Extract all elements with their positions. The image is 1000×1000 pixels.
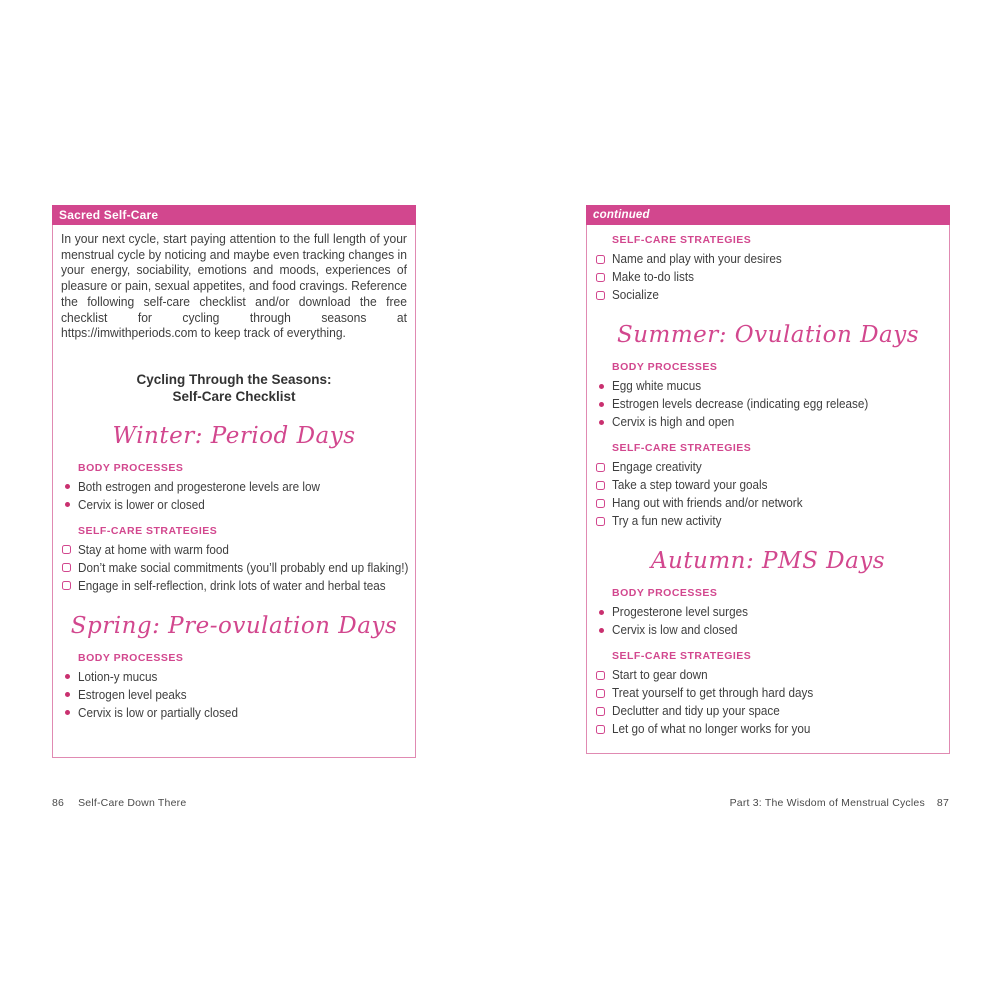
body-process-item [62,496,415,514]
running-head-left: Self-Care Down There [78,797,187,809]
self-care-item [62,559,415,577]
checkbox-icon [62,563,71,572]
body-process-item [596,395,949,413]
body-process-item [596,603,949,621]
checkbox-icon [62,581,71,590]
page-number-right: 87 [936,797,949,809]
checkbox-icon [596,481,605,490]
item-text: Egg white mucus [612,378,702,393]
item-text: Try a fun new activity [612,513,722,528]
checkbox-icon [596,517,605,526]
group-label-self-care-strategies: SELF-CARE STRATEGIES [612,442,752,454]
self-care-item [596,458,949,476]
intro-paragraph: In your next cycle, start paying attention to the full length of your menstrual cycle by noticing and maybe even tracking changes in your energy, sociability, emotions and moods, experiences of pleasure or pain, sexual appetites, and food cravings. Reference the following self-care checklist and/or download the free checklist for cycling through seasons at https://imwithperiods.com to keep track of everything. [61,231,407,341]
self-care-item [596,720,949,738]
left-page-footer [52,797,186,809]
self-care-item [596,666,949,684]
bullet-icon [599,610,604,615]
checkbox-icon [596,463,605,472]
item-text: Don’t make social commitments (you’ll probably end up flaking!) [78,559,409,575]
item-text: Declutter and tidy up your space [612,703,780,718]
item-text: Both estrogen and progesterone levels are low [78,478,320,494]
item-text: Engage in self-reflection, drink lots of water and herbal teas [78,577,386,593]
item-text: Cervix is high and open [612,414,735,429]
checklist-title-line2: Self-Care Checklist [172,388,296,404]
item-text: Lotion-y mucus [78,668,158,684]
checkbox-icon [596,499,605,508]
page-number-left: 86 [52,797,65,809]
group-label-body-processes: BODY PROCESSES [612,361,718,373]
bullet-icon [65,484,70,489]
left-page [52,205,416,758]
group-label-self-care-strategies: SELF-CARE STRATEGIES [612,650,752,662]
season-heading-autumn: Autumn: PMS Days [650,548,886,574]
item-text: Progesterone level surges [612,604,748,619]
self-care-item [62,577,415,595]
self-care-item [596,250,949,268]
self-care-item [596,476,949,494]
checkbox-icon [596,707,605,716]
bullet-icon [65,502,70,507]
self-care-item [596,494,949,512]
bullet-icon [65,674,70,679]
running-head-right: Part 3: The Wisdom of Menstrual Cycles [729,797,925,809]
checkbox-icon [62,545,71,554]
body-process-item [62,478,415,496]
left-page-header-bar [52,205,416,225]
checkbox-icon [596,725,605,734]
bullet-icon [65,710,70,715]
self-care-item [596,702,949,720]
self-care-item [596,684,949,702]
self-care-item [62,541,415,559]
body-process-item [62,704,415,722]
item-text: Hang out with friends and/or network [612,495,803,510]
item-text: Cervix is low or partially closed [78,704,238,720]
checkbox-icon [596,255,605,264]
item-text: Start to gear down [612,667,708,682]
body-process-item [596,413,949,431]
item-text: Socialize [612,287,659,302]
season-heading-winter: Winter: Period Days [112,422,356,449]
body-process-item [62,668,415,686]
item-text: Cervix is lower or closed [78,496,205,512]
group-label-body-processes: BODY PROCESSES [612,587,718,599]
right-page-header-label: continued [593,209,650,221]
group-label-body-processes: BODY PROCESSES [78,651,184,664]
bullet-icon [599,628,604,633]
body-process-item [596,377,949,395]
right-page [586,205,950,754]
item-text: Take a step toward your goals [612,477,768,492]
self-care-item [596,286,949,304]
season-heading-spring: Spring: Pre-ovulation Days [70,612,398,639]
right-page-footer [730,797,949,809]
self-care-item [596,512,949,530]
checklist-title [53,371,415,405]
item-text: Treat yourself to get through hard days [612,685,814,700]
bullet-icon [599,384,604,389]
bullet-icon [599,420,604,425]
item-text: Engage creativity [612,459,702,474]
checklist-title-line1: Cycling Through the Seasons: [136,371,332,387]
item-text: Estrogen level peaks [78,686,187,702]
body-process-item [596,621,949,639]
bullet-icon [599,402,604,407]
self-care-item [596,268,949,286]
item-text: Name and play with your desires [612,251,782,266]
item-text: Cervix is low and closed [612,622,738,637]
checkbox-icon [596,689,605,698]
checkbox-icon [596,291,605,300]
item-text: Let go of what no longer works for you [612,721,811,736]
season-heading-summer: Summer: Ovulation Days [616,322,920,348]
checkbox-icon [596,671,605,680]
item-text: Make to-do lists [612,269,694,284]
group-label-self-care-strategies: SELF-CARE STRATEGIES [612,234,752,246]
group-label-body-processes: BODY PROCESSES [78,461,184,474]
left-page-header-label: Sacred Self-Care [59,208,159,222]
bullet-icon [65,692,70,697]
body-process-item [62,686,415,704]
group-label-self-care-strategies: SELF-CARE STRATEGIES [78,524,218,537]
right-page-header-bar [586,205,950,225]
item-text: Stay at home with warm food [78,541,229,557]
item-text: Estrogen levels decrease (indicating egg release) [612,396,869,411]
checkbox-icon [596,273,605,282]
